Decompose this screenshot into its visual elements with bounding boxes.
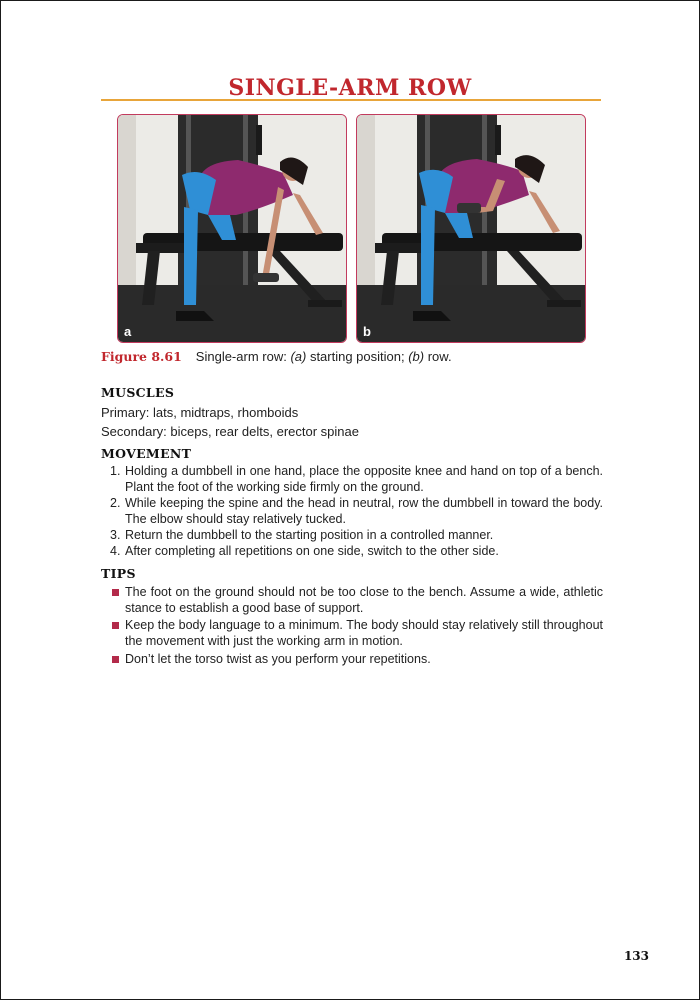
panel-label-b: b: [363, 324, 371, 339]
muscles-heading: MUSCLES: [101, 385, 175, 400]
page-title: SINGLE-ARM ROW: [228, 75, 472, 101]
step-number: 4.: [110, 544, 121, 559]
figure-photo-b: [356, 114, 586, 343]
caption-ref-b: (b): [408, 349, 425, 364]
step-text: Return the dumbbell to the starting position in a controlled manner.: [125, 528, 494, 543]
list-item: [101, 652, 603, 668]
list-item: [101, 618, 603, 650]
page-number: 133: [623, 949, 649, 963]
secondary-muscles: Secondary: biceps, rear delts, erector spinae: [101, 424, 359, 439]
tip-text: Keep the body language to a minimum. The body should stay relatively still throughout the movement with just the working arm in motion.: [125, 618, 603, 649]
list-item: [101, 464, 603, 496]
movement-heading: MOVEMENT: [101, 446, 192, 461]
figure-photo-a: [117, 114, 347, 343]
square-bullet-icon: [112, 622, 119, 629]
list-item: [101, 585, 603, 617]
figure-caption: [101, 349, 452, 364]
primary-muscles: Primary: lats, midtraps, rhomboids: [101, 405, 299, 420]
row-illustration: [357, 115, 585, 342]
caption-text-prefix: Single-arm row:: [195, 349, 291, 364]
step-text: After completing all repetitions on one side, switch to the other side.: [125, 544, 499, 559]
list-item: [101, 544, 603, 560]
list-item: [101, 496, 603, 528]
panel-label-a: a: [124, 324, 132, 339]
tips-list: [101, 585, 603, 668]
step-number: 3.: [110, 528, 121, 543]
square-bullet-icon: [112, 656, 119, 663]
movement-steps: [101, 464, 603, 560]
step-text: Holding a dumbbell in one hand, place the opposite knee and hand on top of a bench. Plant the foot of the working side firmly on the ground.: [125, 464, 603, 494]
exercise-content: [101, 385, 603, 670]
step-text: While keeping the spine and the head in neutral, row the dumbbell in toward the body. The elbow should stay relatively tucked.: [125, 496, 603, 526]
caption-ref-a: (a): [290, 349, 307, 364]
starting-position-illustration: [118, 115, 346, 342]
list-item: [101, 528, 603, 544]
title-rule: [101, 99, 601, 101]
tips-heading: TIPS: [101, 565, 136, 581]
step-number: 2.: [110, 496, 121, 511]
caption-text-end: row.: [424, 349, 452, 364]
tip-text: The foot on the ground should not be too close to the bench. Assume a wide, athletic stance to establish a good base of support.: [125, 584, 603, 615]
tip-text: Don’t let the torso twist as you perform your repetitions.: [125, 651, 431, 666]
square-bullet-icon: [112, 589, 119, 596]
step-number: 1.: [110, 464, 121, 478]
caption-text-mid: starting position;: [306, 349, 409, 364]
figure-number: Figure 8.61: [101, 349, 182, 364]
